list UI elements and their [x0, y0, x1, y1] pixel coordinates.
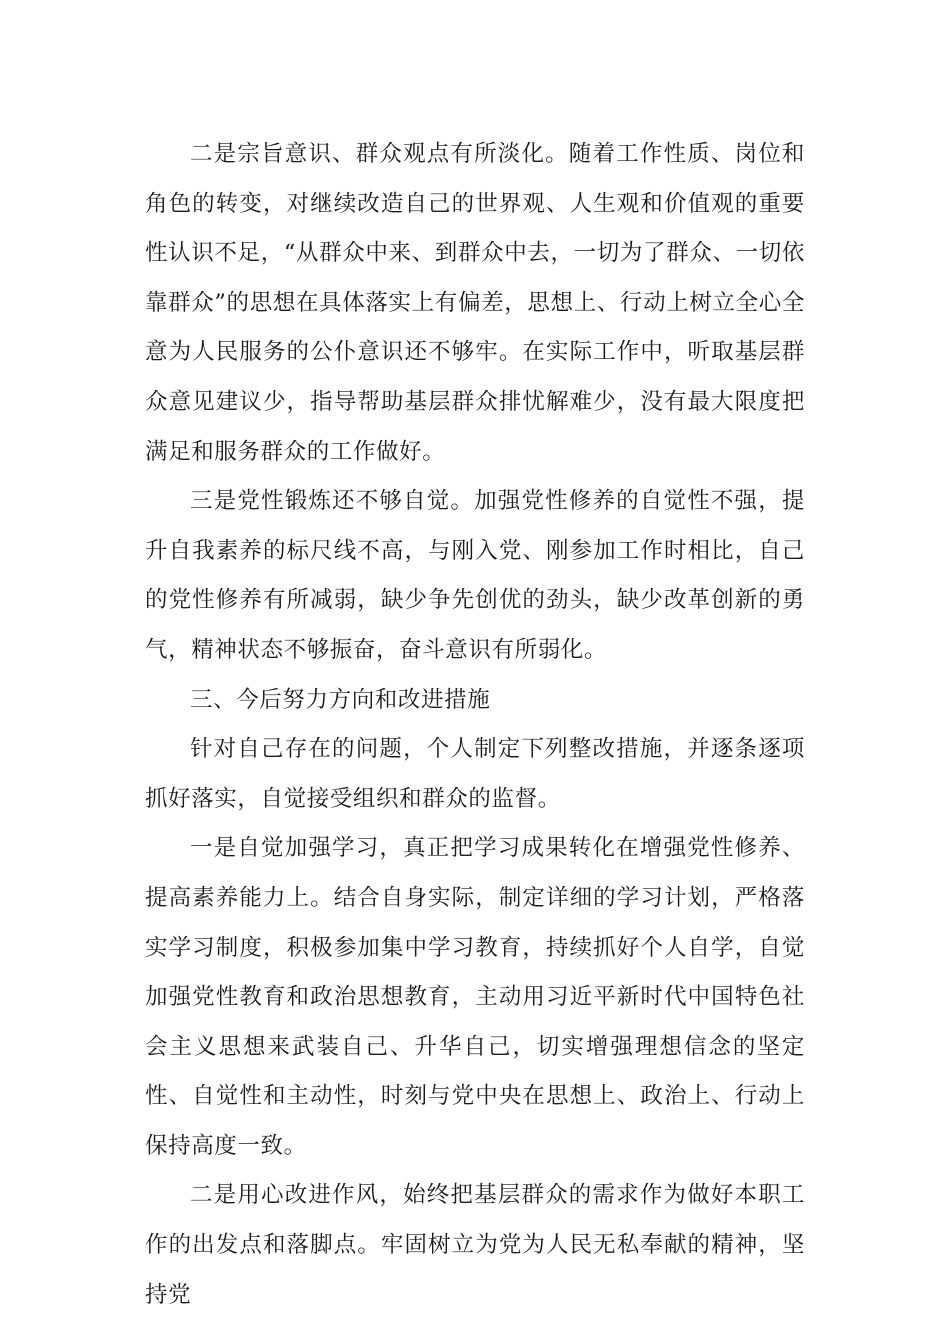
document-body — [145, 130, 805, 1320]
paragraph-strengthen-study: 一是自觉加强学习，真正把学习成果转化在增强党性修养、提高素养能力上。结合自身实际，制定详细的学习计划，严格落实学习制度，积极参加集中学习教育，持续抓好个人自学，自觉加强党性教育和政治思想教育，主动用习近平新时代中国特色社会主义思想来武装自己、升华自己，切实增强理想信念的坚定性、自觉性和主动性，时刻与党中央在思想上、政治上、行动上保持高度一致。 — [145, 835, 805, 1159]
section-heading-improvement-measures: 三、今后努力方向和改进措施 — [190, 686, 491, 713]
paragraph-purpose-awareness: 二是宗旨意识、群众观点有所淡化。随着工作性质、岗位和角色的转变，对继续改造自己的世界观、人生观和价值观的重要性认识不足，“从群众中来、到群众中去，一切为了群众、一切依靠群众”的思想在具体落实上有偏差，思想上、行动上树立全心全意为人民服务的公仆意识还不够牢。在实际工作中，听取基层群众意见建议少，指导帮助基层群众排忧解难少，没有最大限度把满足和服务群众的工作做好。 — [145, 141, 805, 465]
paragraph-party-spirit: 三是党性锻炼还不够自觉。加强党性修养的自觉性不强，提升自我素养的标尺线不高，与刚入党、刚参加工作时相比，自己的党性修养有所减弱，缺少争先创优的劲头，缺少改革创新的勇气，精神状态不够振奋，奋斗意识有所弱化。 — [145, 488, 805, 663]
paragraph-rectification-intro: 针对自己存在的问题，个人制定下列整改措施，并逐条逐项抓好落实，自觉接受组织和群众的监督。 — [145, 736, 805, 812]
paragraph-improve-style: 二是用心改进作风，始终把基层群众的需求作为做好本职工作的出发点和落脚点。牢固树立为党为人民无私奉献的精神，坚持党 — [145, 1182, 805, 1308]
